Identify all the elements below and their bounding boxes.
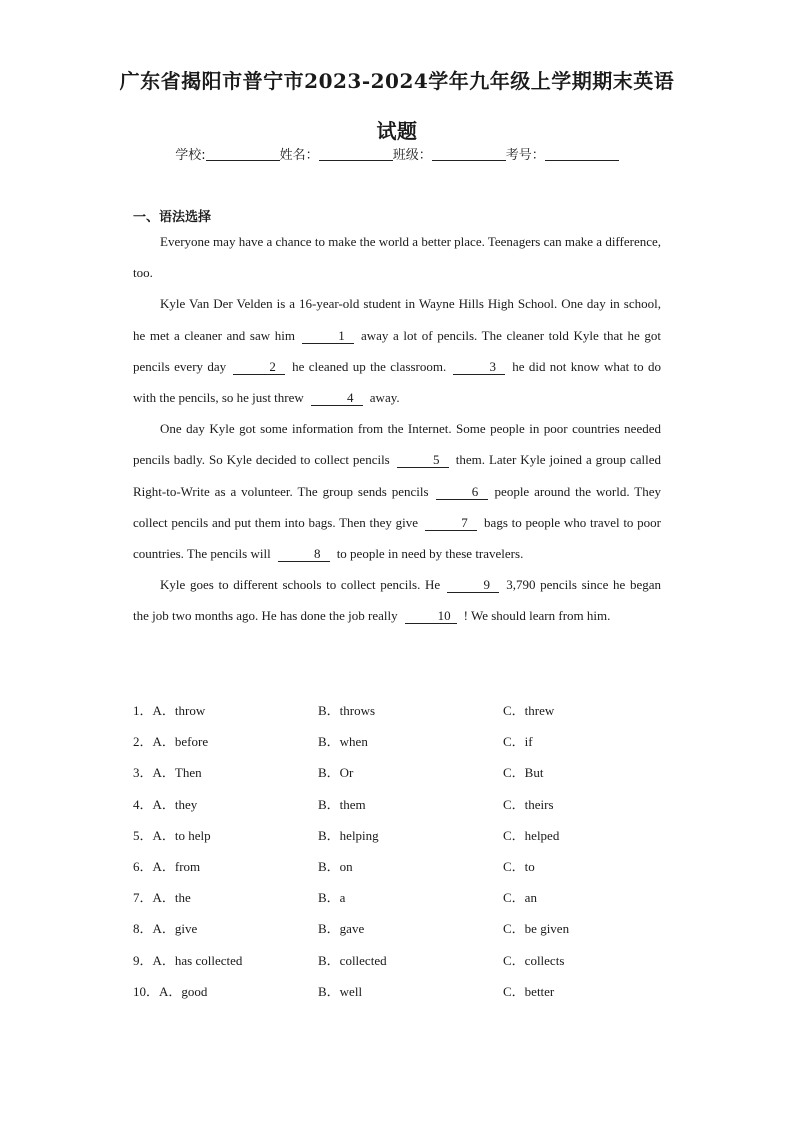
option-row bbox=[133, 695, 693, 726]
text-span: people around the world. They collect pencils and put them into bags. Then they give bbox=[133, 483, 661, 530]
blank-3: 3 bbox=[453, 360, 505, 375]
blank-2: 2 bbox=[233, 360, 285, 375]
option-b: B．Or bbox=[318, 765, 354, 781]
text-span: he did not know what to do with the pencils, so he just threw bbox=[133, 358, 661, 406]
option-a: 5．A．to help bbox=[133, 827, 211, 843]
student-info-line bbox=[0, 144, 794, 163]
text-span: Kyle goes to different schools to collect pencils. He bbox=[160, 577, 441, 593]
option-b: B．them bbox=[318, 796, 366, 812]
option-row bbox=[133, 913, 693, 944]
answer-options bbox=[133, 695, 693, 1007]
section-heading: 一、语法选择 bbox=[133, 210, 212, 225]
option-b: B．gave bbox=[318, 921, 365, 937]
text-span: away a lot of pencils. The cleaner told Kyle that he got pencils every day bbox=[133, 327, 661, 374]
option-row bbox=[133, 882, 693, 913]
option-b: B．throws bbox=[318, 703, 376, 718]
title-line-1: 广东省揭阳市普宁市2023-2024学年九年级上学期期末英语 bbox=[119, 69, 675, 93]
paragraph-2 bbox=[133, 288, 661, 413]
text-span: One day Kyle got some information from the Internet. Some people in poor countries needed pencils badly. So Kyle decided to collect pencils bbox=[133, 421, 661, 468]
text-span: he cleaned up the classroom. bbox=[292, 358, 447, 374]
option-row bbox=[133, 726, 693, 757]
option-a: 4．A．they bbox=[133, 796, 198, 812]
option-row bbox=[133, 789, 693, 820]
option-c: C．But bbox=[503, 765, 544, 781]
exam-number-blank bbox=[545, 148, 619, 161]
option-b: B．when bbox=[318, 734, 368, 750]
option-c: C．to bbox=[503, 858, 535, 874]
paragraph-1: Everyone may have a chance to make the world a better place. Teenagers can make a difference, too. bbox=[133, 234, 662, 281]
option-c: C．threw bbox=[503, 703, 555, 718]
option-b: B．helping bbox=[318, 827, 379, 843]
paragraph-4 bbox=[133, 569, 661, 631]
option-b: B．on bbox=[318, 858, 353, 874]
text-span: to people in need by these travelers. bbox=[336, 546, 524, 562]
blank-6: 6 bbox=[436, 485, 488, 500]
option-b: B．a bbox=[318, 890, 346, 906]
option-a: 9．A．has collected bbox=[133, 952, 243, 968]
text-span: ! We should learn from him. bbox=[463, 608, 611, 624]
class-label: 班级： bbox=[392, 148, 432, 163]
option-c: C．if bbox=[503, 734, 533, 750]
blank-8: 8 bbox=[278, 547, 330, 562]
option-c: C．theirs bbox=[503, 796, 554, 812]
option-a: 7．A．the bbox=[133, 890, 191, 906]
blank-5: 5 bbox=[397, 453, 449, 468]
option-row bbox=[133, 851, 693, 882]
blank-9: 9 bbox=[447, 578, 499, 593]
option-a: 8．A．give bbox=[133, 921, 198, 937]
document-title bbox=[100, 56, 694, 156]
text-span: 3,790 pencils since he began the job two months ago. He has done the job really bbox=[133, 577, 662, 624]
option-b: B．collected bbox=[318, 952, 387, 968]
option-c: C．better bbox=[503, 983, 555, 999]
cloze-passage bbox=[133, 226, 661, 632]
blank-4: 4 bbox=[311, 391, 363, 406]
name-blank bbox=[319, 148, 393, 161]
exam-number-label: 考号： bbox=[505, 148, 545, 163]
option-a: 2．A．before bbox=[133, 734, 209, 750]
option-row bbox=[133, 757, 693, 788]
option-c: C．an bbox=[503, 890, 537, 906]
option-a: 1．A．throw bbox=[133, 703, 206, 718]
title-line-2: 试题 bbox=[376, 119, 418, 143]
option-b: B．well bbox=[318, 983, 363, 999]
option-row bbox=[133, 820, 693, 851]
text-span: bags to people who travel to poor countries. The pencils will bbox=[133, 514, 661, 562]
option-row bbox=[133, 976, 693, 1007]
class-blank bbox=[432, 148, 506, 161]
name-label: 姓名： bbox=[279, 148, 319, 163]
option-c: C．collects bbox=[503, 952, 565, 968]
text-span: them. Later Kyle joined a group called Right-to-Write as a volunteer. The group sends pencils bbox=[133, 452, 661, 499]
school-blank bbox=[206, 148, 280, 161]
school-label: 学校: bbox=[175, 148, 206, 163]
blank-10: 10 bbox=[405, 609, 457, 624]
option-a: 10．A．good bbox=[133, 983, 208, 999]
option-row bbox=[133, 945, 693, 976]
option-a: 6．A．from bbox=[133, 858, 201, 874]
option-a: 3．A．Then bbox=[133, 765, 202, 781]
option-c: C．helped bbox=[503, 827, 560, 843]
blank-1: 1 bbox=[302, 329, 354, 344]
option-c: C．be given bbox=[503, 921, 570, 937]
paragraph-3 bbox=[133, 413, 661, 569]
text-span: away. bbox=[369, 390, 400, 406]
blank-7: 7 bbox=[425, 516, 477, 531]
text-span: Kyle Van Der Velden is a 16-year-old student in Wayne Hills High School. One day in school, he met a cleaner and saw him bbox=[133, 296, 661, 343]
